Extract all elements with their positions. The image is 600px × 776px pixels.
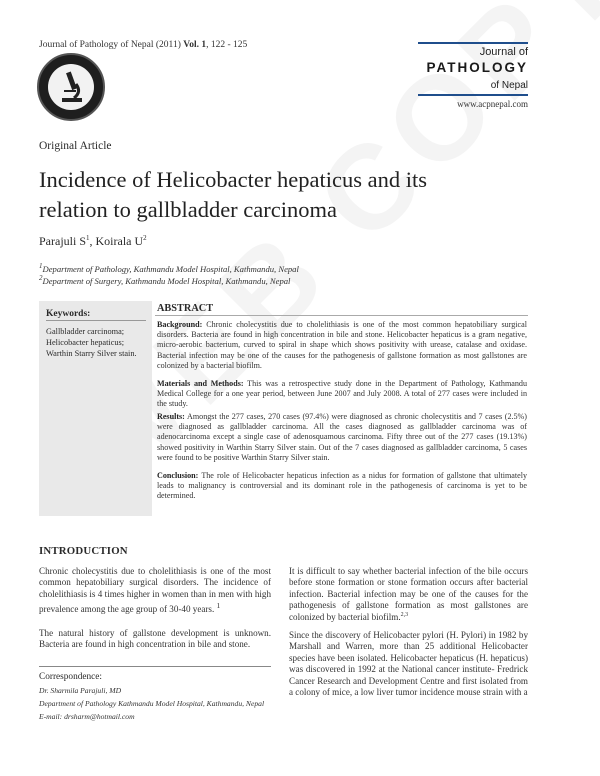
brand-rule-top bbox=[418, 42, 528, 44]
affiliation-1 bbox=[39, 264, 299, 274]
intro-ref-2-3: 2,3 bbox=[400, 611, 409, 618]
author-1: Parajuli S bbox=[39, 234, 86, 248]
author-separator: , bbox=[89, 234, 96, 248]
introduction-heading: INTRODUCTION bbox=[39, 545, 128, 557]
abstract-heading: ABSTRACT bbox=[157, 303, 214, 314]
abstract-results bbox=[157, 412, 527, 463]
affiliation-1-mark: 1 bbox=[39, 262, 43, 271]
article-type: Original Article bbox=[39, 140, 112, 152]
keyword-item: Gallbladder carcinoma; bbox=[46, 327, 125, 336]
correspondence-name: Dr. Sharmila Parajuli, MD bbox=[39, 686, 122, 695]
citation-prefix: Journal of Pathology of Nepal (2011) bbox=[39, 40, 181, 50]
abstract-methods-text: This was a retrospective study done in the Department of Pathology, Kathmandu Medical College for a one year period, between June 2007 and July 2008. A total of 277 cases were included in the study. bbox=[157, 379, 527, 409]
abstract-results-text: Amongst the 277 cases, 270 cases (97.4%) were diagnosed as chronic cholecystitis and 7 cases (2.5%) were diagnosed as gallbladder carcinoma. All the cases diagnosed as gallbladder carcinoma was of adenocarcinoma except a single case of adenosquamous carcinoma. Fifty three out of the 277 cases (19.13%) showed positivity in Warthin Starry Silver stain. Out of the 7 cases diagnosed as gallbladder carcinoma, 5 cases were found to be positive Warthin Starry Silver stain. bbox=[157, 412, 527, 462]
society-seal-logo bbox=[37, 53, 105, 121]
author-list bbox=[39, 234, 147, 249]
author-1-affiliation-mark: 1 bbox=[86, 234, 90, 242]
journal-url-link[interactable]: www.acpnepal.com bbox=[457, 99, 528, 109]
intro-paragraph-1 bbox=[39, 566, 271, 616]
intro-paragraph-2: The natural history of gallstone development is unknown. Bacteria are found in high concentration in bile and stone. bbox=[39, 628, 271, 650]
intro-paragraph-3-text: It is difficult to say whether bacterial infection of the bile occurs before stone formation or stone formation occurs after bacterial infection. Bacterial infection may be one of the causes for the pathogenesis of gallstone formation as most gallstones are colonized by bacterial biofilm. bbox=[289, 566, 528, 622]
journal-brand-line3: of Nepal bbox=[490, 80, 528, 91]
keyword-item: Warthin Starry Silver stain. bbox=[46, 349, 137, 358]
intro-paragraph-4: Since the discovery of Helicobacter pylori (H. Pylori) in 1982 by Marshall and Warren, more than 25 additional Helicobacter species have been isolated. Helicobacter hepaticus (H. hepaticus) was discovered in 1992 at the National cancer institute- Fredrick Cancer Research and Development Centre and first isolated from a colony of mice, a low liver tumor incidence mouse strain with a bbox=[289, 630, 528, 698]
author-2: Koirala U bbox=[95, 234, 144, 248]
journal-citation bbox=[39, 40, 247, 50]
abstract-methods bbox=[157, 379, 527, 410]
affiliation-2-mark: 2 bbox=[39, 274, 43, 283]
abstract-conclusion-label: Conclusion: bbox=[157, 471, 199, 480]
citation-pages: , 122 - 125 bbox=[206, 40, 248, 50]
brand-rule-bottom bbox=[418, 94, 528, 96]
abstract-conclusion-text: The role of Helicobacter hepaticus infection as a nidus for formation of gallstone that ultimately leads to malignancy is controversial and its dominant role in the pathogenesis of carcinoma is yet to be determined. bbox=[157, 471, 527, 501]
abstract-results-label: Results: bbox=[157, 412, 185, 421]
abstract-divider bbox=[155, 315, 528, 316]
article-title: Incidence of Helicobacter hepaticus and its relation to gallbladder carcinoma bbox=[39, 167, 427, 222]
keywords-divider bbox=[46, 320, 146, 321]
microscope-icon bbox=[48, 64, 94, 110]
abstract-background-label: Background: bbox=[157, 320, 203, 329]
journal-brand-line1: Journal of bbox=[479, 46, 528, 58]
author-2-affiliation-mark: 2 bbox=[143, 234, 147, 242]
correspondence-divider bbox=[39, 666, 271, 667]
journal-brand-title: PATHOLOGY bbox=[426, 60, 528, 75]
abstract-background bbox=[157, 320, 527, 371]
abstract-conclusion bbox=[157, 471, 527, 502]
affiliation-1-text: Department of Pathology, Kathmandu Model Hospital, Kathmandu, Nepal bbox=[42, 264, 299, 274]
abstract-background-text: Chronic cholecystitis due to cholelithiasis is one of the most common hepatobiliary surgical disorders. Bacteria are found in high concentration in bile and stone. Helicobacter hepaticus is a gram negative, micro-aerobic bacterium, curved to spiral in shape which shows positivity with urease, catalase and oxidase. Bacterial infection may be one of the causes for the pathogenesis of gallstone formation as most gallstones are colonized by a bacterial biofilm. bbox=[157, 320, 527, 370]
affiliation-2-text: Department of Surgery, Kathmandu Model Hospital, Kathmandu, Nepal bbox=[42, 276, 291, 286]
correspondence-label: Correspondence: bbox=[39, 672, 102, 682]
correspondence-address: Department of Pathology Kathmandu Model Hospital, Kathmandu, Nepal bbox=[39, 699, 265, 708]
keywords-heading: Keywords: bbox=[46, 309, 91, 319]
correspondence-email[interactable]: E-mail: drsharm@hotmail.com bbox=[39, 712, 135, 721]
affiliation-2 bbox=[39, 276, 290, 286]
keyword-item: Helicobacter hepaticus; bbox=[46, 338, 125, 347]
intro-ref-1: 1 bbox=[216, 601, 221, 611]
intro-paragraph-3 bbox=[289, 566, 528, 623]
keywords-list bbox=[46, 326, 152, 359]
intro-paragraph-1-text: Chronic cholecystitis due to cholelithiasis is one of the most common hepatobiliary surgical disorders. The incidence of cholelithiasis is 4 times higher in women than in men with high prevalence among the age group of 30-40 years. bbox=[39, 566, 271, 615]
abstract-methods-label: Materials and Methods: bbox=[157, 379, 244, 388]
citation-volume: Vol. 1 bbox=[183, 40, 207, 50]
